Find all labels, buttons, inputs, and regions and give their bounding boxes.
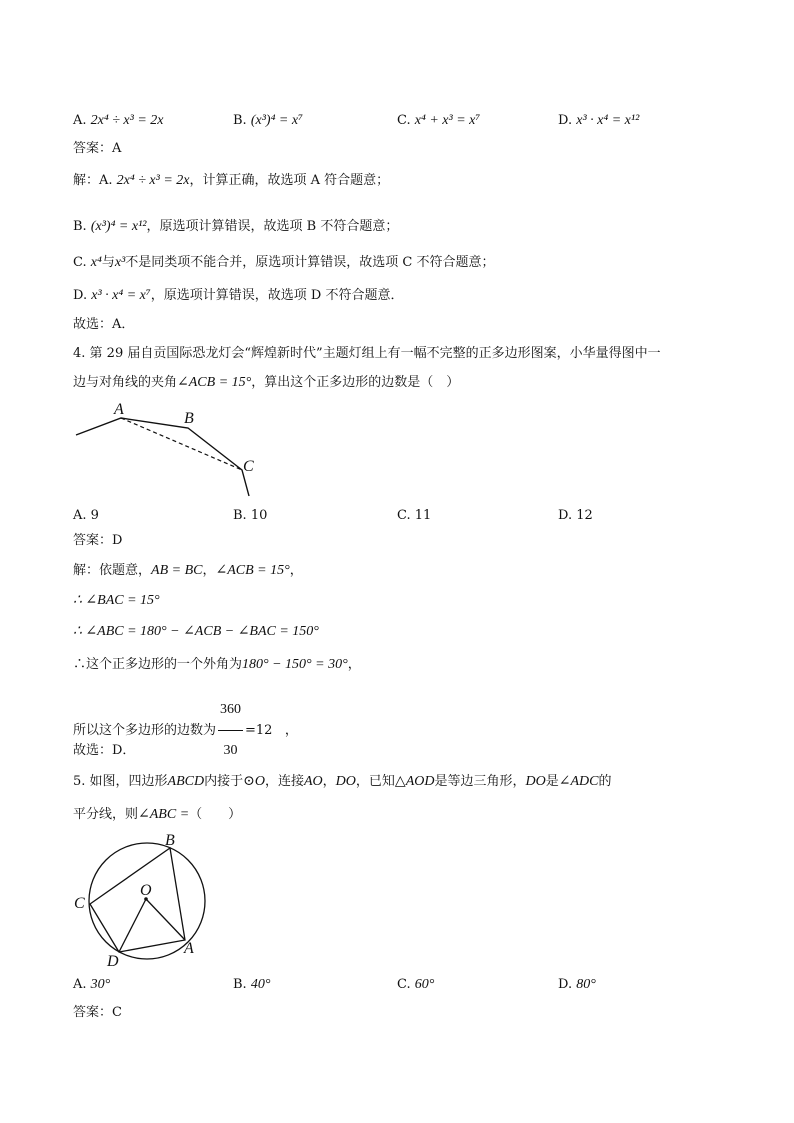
q4-sol1-expr1: AB = BC (151, 563, 203, 578)
q4-option-b: B. 10 (233, 508, 268, 523)
q3-conclusion: 故选：A． (73, 317, 135, 332)
q5-label-b: B (165, 832, 175, 849)
q3-sol-a-expr: 2x⁴ ÷ x³ = 2x (116, 173, 190, 188)
q5-option-a (73, 976, 110, 994)
q5-stem-b: ABCD (167, 774, 205, 789)
q5-stem-line2-expr: ∠ABC = (138, 807, 190, 822)
q5-option-a-label: A. (73, 977, 87, 992)
q3-option-b-label: B. (233, 113, 247, 128)
q5-stem-c: 内接于 (204, 774, 244, 789)
q5-stem-j: △AOD (394, 774, 435, 789)
q3-option-a-label: A. (73, 113, 87, 128)
q4-sol1-sep: ， (202, 563, 216, 578)
q4-sol5-num: 360 (218, 690, 243, 731)
q4-sol1-pre: 解：依题意， (73, 563, 152, 578)
q3-sol-d-text: ，原选项计算错误，故选项 D 不符合题意． (150, 288, 404, 303)
q5-circle-figure (70, 828, 220, 970)
q4-sol5-res: =12 (245, 723, 273, 738)
q4-diagonal-ac (121, 418, 242, 470)
q3-solution-b (73, 218, 398, 236)
q3-solution-a (73, 172, 389, 190)
q4-stem-line2-expr: ∠ACB = 15° (177, 375, 252, 390)
q3-solution-d (73, 287, 403, 305)
q4-conclusion: 故选：D． (73, 743, 136, 758)
q5-stem-o: 的 (598, 774, 612, 789)
q5-option-d-value: 80° (576, 977, 596, 992)
q4-stem-line2-pre: 边与对角线的夹角 (73, 375, 178, 390)
q5-option-c (397, 976, 434, 994)
q4-sol-line1 (73, 562, 303, 580)
q5-stem-d: ⊙O (243, 774, 265, 789)
q4-option-a: A. 9 (73, 508, 99, 523)
q5-label-a: A (184, 940, 194, 957)
q5-option-d-label: D. (558, 977, 573, 992)
q5-stem-f: AO (303, 774, 323, 789)
q4-sol1-end: ， (289, 563, 303, 578)
q3-solution-c (73, 254, 495, 272)
q4-sol4-expr: 180° − 150° = 30° (242, 657, 348, 672)
q5-stem-line2 (73, 806, 241, 824)
q4-label-c: C (243, 458, 254, 475)
q3-option-b (233, 112, 303, 130)
q4-sol4-end: ， (347, 657, 361, 672)
q5-option-d (558, 976, 596, 994)
q4-sol-line4 (73, 656, 361, 674)
q5-option-c-value: 60° (414, 977, 435, 992)
q4-polygon-sides (76, 418, 249, 496)
q4-answer: 答案：D (73, 533, 123, 548)
q3-option-d-expr: x³ · x⁴ = x¹² (576, 113, 640, 128)
q5-stem-i: ，已知 (355, 774, 395, 789)
q3-sol-c-expr1: x⁴ (90, 255, 102, 270)
q3-answer: 答案：A (73, 141, 122, 156)
q4-sol4-pre: ∴这个正多边形的一个外角为 (73, 657, 243, 672)
q5-label-o: O (140, 882, 152, 899)
q3-option-a (73, 112, 164, 130)
q4-stem-line2 (73, 374, 459, 392)
q3-option-b-expr: (x³)⁴ = x⁷ (250, 113, 303, 128)
q3-sol-c-mid: 与 (101, 255, 115, 270)
q5-answer: 答案：C (73, 1005, 122, 1020)
q5-stem-h: DO (335, 774, 356, 789)
q4-sol-line3: ∴ ∠ABC = 180° − ∠ACB − ∠BAC = 150° (73, 624, 319, 639)
q5-option-a-value: 30° (90, 977, 111, 992)
q4-sol1-expr2: ∠ACB = 15° (215, 563, 290, 578)
q4-sol-line2: ∴ ∠BAC = 15° (73, 593, 160, 608)
q4-sol5-fraction (218, 690, 243, 771)
q4-sol5-pre: 所以这个多边形的边数为 (73, 723, 217, 738)
q4-option-c: C. 11 (397, 508, 432, 523)
q3-sol-a-prefix: 解：A. (73, 173, 113, 188)
q5-option-b-label: B. (233, 977, 247, 992)
q5-stem-a: 5. 如图，四边形 (73, 774, 168, 789)
q5-stem-l: DO (525, 774, 546, 789)
q5-stem-e: ，连接 (264, 774, 304, 789)
q3-sol-b-prefix: B. (73, 219, 87, 234)
q5-label-c: C (74, 895, 85, 912)
q3-sol-c-expr2: x³ (114, 255, 126, 270)
q3-sol-a-text: ，计算正确，故选项 A 符合题意； (189, 173, 390, 188)
q3-sol-d-prefix: D. (73, 288, 88, 303)
q4-sol5-den: 30 (223, 743, 238, 758)
q4-label-b: B (184, 410, 194, 427)
q4-stem-line2-post: ，算出这个正多边形的边数是（ ） (251, 375, 460, 390)
q3-option-c-label: C. (397, 113, 411, 128)
q3-option-d-label: D. (558, 113, 573, 128)
q3-sol-b-expr: (x³)⁴ = x¹² (90, 219, 147, 234)
q5-stem-line2-pre: 平分线，则 (73, 807, 139, 822)
q5-stem-line1 (73, 773, 611, 791)
q3-option-c (397, 112, 480, 130)
q3-option-c-expr: x⁴ + x³ = x⁷ (414, 113, 481, 128)
q4-option-d: D. 12 (558, 508, 593, 523)
q4-stem-line1: 4. 第 29 届自贡国际恐龙灯会“辉煌新时代”主题灯组上有一幅不完整的正多边形图案，小华量得图中一 (73, 346, 661, 361)
q3-sol-c-prefix: C. (73, 255, 87, 270)
q4-label-a: A (114, 401, 124, 418)
q4-sol5-end: ， (284, 723, 298, 738)
q5-quadrilateral (90, 848, 185, 952)
q5-stem-m: 是 (545, 774, 559, 789)
q3-option-a-expr: 2x⁴ ÷ x³ = 2x (90, 113, 164, 128)
q5-label-d: D (107, 953, 119, 970)
q5-option-c-label: C. (397, 977, 411, 992)
q3-sol-d-expr: x³ · x⁴ = x⁷ (91, 288, 151, 303)
q5-option-b-value: 40° (250, 977, 271, 992)
q5-stem-line2-post: （ ） (189, 807, 242, 822)
q4-polygon-figure (70, 398, 270, 502)
q3-option-d (558, 112, 639, 130)
q3-sol-b-text: ，原选项计算错误，故选项 B 不符合题意； (146, 219, 399, 234)
q5-option-b (233, 976, 270, 994)
q5-stem-g: ， (322, 774, 336, 789)
q5-segment-do (119, 899, 146, 952)
q3-sol-c-text: 不是同类项不能合并，原选项计算错误，故选项 C 不符合题意； (125, 255, 495, 270)
q5-stem-n: ∠ADC (558, 774, 599, 789)
q5-stem-k: 是等边三角形， (434, 774, 526, 789)
